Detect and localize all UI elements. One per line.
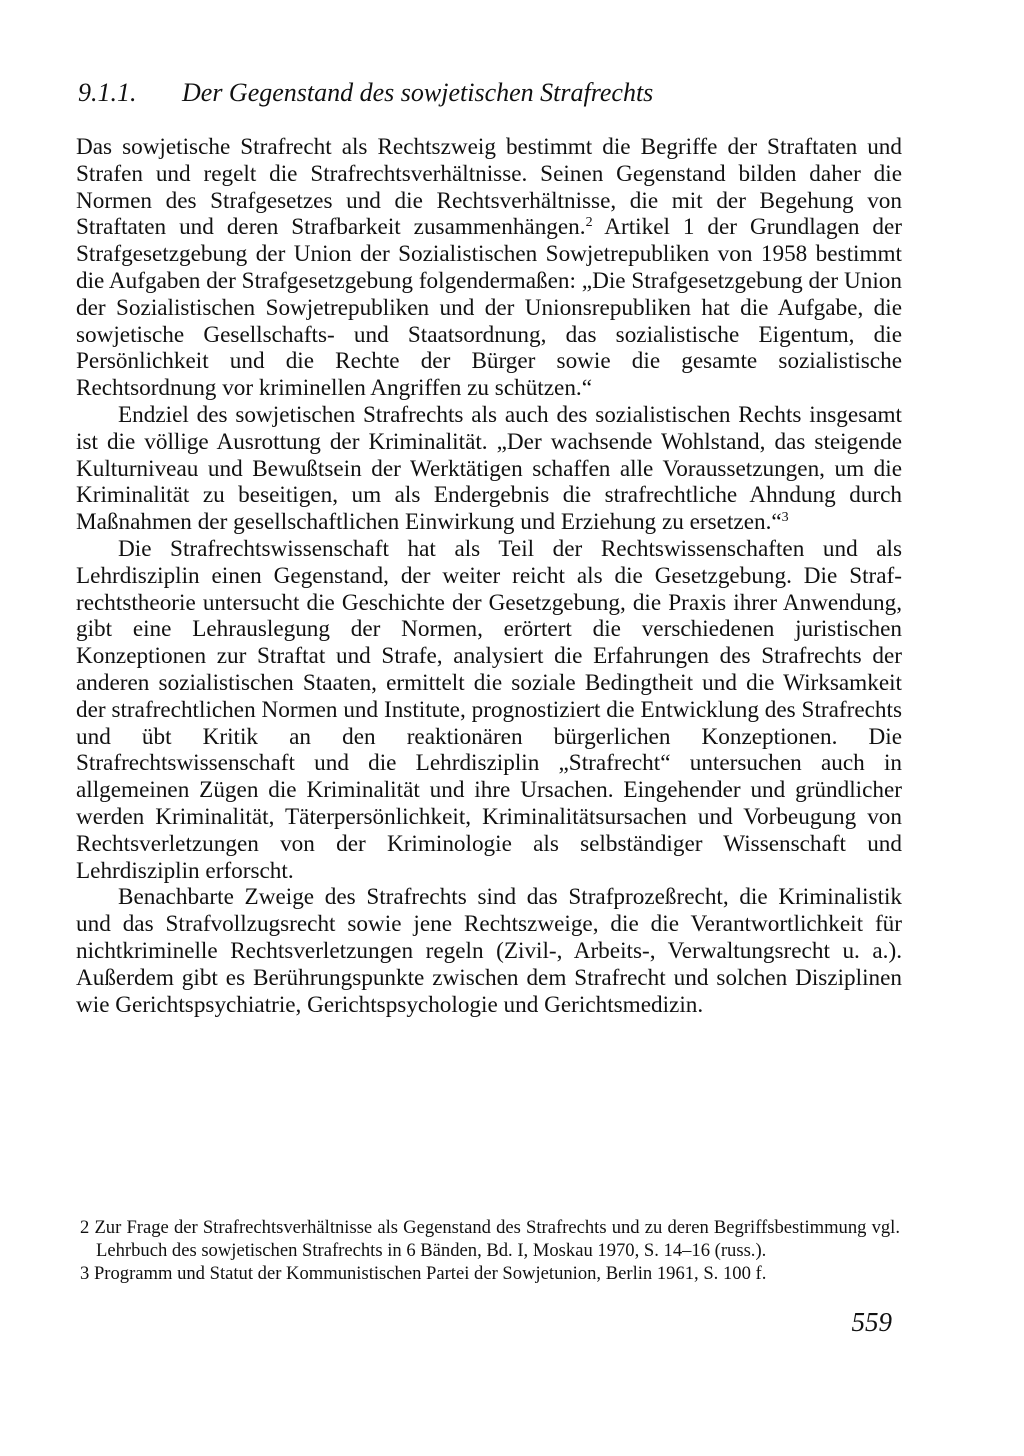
paragraph-2 bbox=[76, 402, 902, 536]
paragraph-3-text: Die Strafrechtswissenschaft hat als Teil der Rechtswissenschaften und als Lehrdisziplin einen Gegenstand, der weiter reicht als die Gesetzgebung. Die Strafrechtstheorie untersucht die Geschichte der Gesetzgebung, die Praxis ihrer Anwendung, gibt eine Lehrauslegung der Normen, erörtert die verschiedenen juristischen Konzeptionen zur Straftat und Strafe, analysiert die Erfahrungen des Strafrechts der anderen sozialistischen Staaten, ermittelt die soziale Bedingtheit und die Wirksamkeit der strafrechtlichen Normen und Institute, prognostiziert die Entwicklung des Strafrechts und übt Kritik an den reaktionären bürgerlichen Konzeptionen. Die Strafrechtswissenschaft und die Lehrdisziplin „Strafrecht“ untersuchen auch in allgemeinen Zügen die Kriminalität und ihre Ursachen. Eingehender und gründlicher werden Kriminalität, Täterpersönlichkeit, Kriminalitätsursachen und Vorbeugung von Rechtsverletzungen von der Kriminologie als selbständiger Wissenschaft und Lehrdisziplin erforscht. bbox=[76, 535, 902, 884]
paragraph-2-text: Endziel des sowjetischen Strafrechts als auch des sozialistischen Rechts insgesamt ist die völlige Ausrottung der Kriminalität. „Der wachsende Wohlstand, das steigende Kulturniveau und Bewußtsein der Werktätigen schaffen alle Voraussetzungen, um die Kriminalität zu beseitigen, um als Endergebnis die strafrechtliche Ahndung durch Maßnahmen der gesellschaftlichen Einwirkung und Erziehung zu ersetzen.“ bbox=[76, 401, 902, 536]
section-number: 9.1.1. bbox=[78, 78, 137, 107]
paragraph-1-text: Das sowjetische Strafrecht als Rechtszweig bestimmt die Begriffe der Straftaten und Strafen und regelt die Strafrechtsverhältnisse. Seinen Gegenstand bilden daher die Normen des Strafgesetzes und die Rechtsverhältnisse, die mit der Begehung von Straftaten und deren Strafbarkeit zusammenhängen. bbox=[76, 134, 902, 241]
footnote-ref-2: 2 bbox=[585, 215, 593, 231]
paragraph-1 bbox=[76, 134, 902, 402]
paragraph-3 bbox=[76, 536, 902, 884]
footnote-ref-3: 3 bbox=[781, 510, 789, 526]
body-text bbox=[76, 134, 902, 1018]
section-heading bbox=[78, 76, 898, 110]
footnotes bbox=[80, 1216, 900, 1285]
paragraph-1-text-continued: Artikel 1 der Grundlagen der Strafgesetzgebung der Union der Sozialistischen Sowjetrepubliken von 1958 bestimmt die Aufgaben der Strafgesetzgebung folgendermaßen: „Die Strafgesetzgebung der Union der Sozialistischen Sowjetrepubliken und der Unionsrepubliken hat die Aufgabe, die sowjetische Gesellschafts- und Staatsordnung, das sozialistische Eigentum, die Persönlichkeit und die Rechte der Bürger sowie die gesamte sozialistische Rechtsordnung vor kriminellen Angriffen zu schützen.“ bbox=[76, 214, 902, 402]
paragraph-4-text: Benachbarte Zweige des Strafrechts sind das Strafprozeßrecht, die Kriminalistik und das Strafvollzugsrecht sowie jene Rechtszweige, die die Verantwortlichkeit für nichtkriminelle Rechtsverletzungen regeln (Zivil-, Arbeits-, Verwaltungsrecht u. a.). Außerdem gibt es Berührungspunkte zwischen dem Strafrecht und solchen Disziplinen wie Gerichtspsychiatrie, Gerichtspsychologie und Gerichtsmedizin. bbox=[76, 884, 902, 1018]
section-title: Der Gegenstand des sowjetischen Strafrechts bbox=[182, 78, 654, 107]
footnote-3: 3 Programm und Statut der Kommunistischen Partei der Sowjetunion, Berlin 1961, S. 100 f. bbox=[80, 1263, 767, 1284]
paragraph-4 bbox=[76, 884, 902, 1018]
footnote-2: 2 Zur Frage der Strafrechtsverhältnisse als Gegenstand des Strafrechts und zu deren Begriffsbestimmung vgl. Lehrbuch des sowjetischen Strafrechts in 6 Bänden, Bd. I, Moskau 1970, S. 14–16 (russ.). bbox=[80, 1217, 900, 1261]
page-number: 559 bbox=[851, 1307, 892, 1337]
